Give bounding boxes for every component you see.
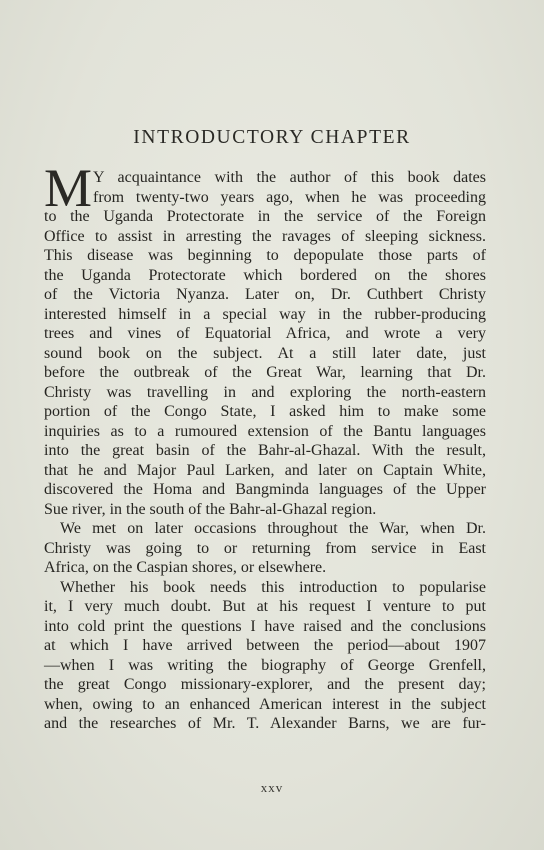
text-line: at which I have arrived between the period—about 1907 <box>44 637 486 654</box>
text-line: when, owing to an enhanced American interest in the subject <box>44 695 486 713</box>
text-line: This disease was beginning to depopulate those parts of <box>44 247 486 264</box>
text-line: Y acquaintance with the author of this book dates <box>93 169 486 186</box>
text-line: Africa, on the Caspian shores, or elsewhere. <box>44 559 327 576</box>
text-line: from twenty-two years ago, when he was proceeding <box>93 188 486 206</box>
drop-cap: M <box>44 158 93 218</box>
text-line: interested himself in a special way in the rubber-producing <box>44 305 486 323</box>
text-line: it, I very much doubt. But at his request I venture to put <box>44 598 486 615</box>
text-line: the great Congo missionary-explorer, and the present day; <box>44 676 486 693</box>
text-line: Christy was travelling in and exploring the north-eastern <box>44 383 486 401</box>
text-line: Christy was going to or returning from service in East <box>44 539 486 557</box>
text-line: trees and vines of Equatorial Africa, and wrote a very <box>44 325 486 342</box>
text-line: —when I was writing the biography of George Grenfell, <box>44 656 486 674</box>
chapter-title: INTRODUCTORY CHAPTER <box>133 127 411 148</box>
text-line: inquiries as to a rumoured extension of the Bantu languages <box>44 422 486 440</box>
text-line: We met on later occasions throughout the War, when Dr. <box>60 520 486 537</box>
text-line: sound book on the subject. At a still later date, just <box>44 344 486 362</box>
text-line: before the outbreak of the Great War, learning that Dr. <box>44 364 486 381</box>
text-line: into the great basin of the Bahr-al-Ghazal. With the result, <box>44 442 486 459</box>
text-line: portion of the Congo State, I asked him to make some <box>44 403 486 420</box>
text-line: of the Victoria Nyanza. Later on, Dr. Cuthbert Christy <box>44 286 486 303</box>
text-line: that he and Major Paul Larken, and later on Captain White, <box>44 461 486 479</box>
text-line: Whether his book needs this introduction to popularise <box>60 578 486 596</box>
text-line: discovered the Homa and Bangminda languages of the Upper <box>44 481 486 498</box>
text-line: into cold print the questions I have raised and the conclusions <box>44 617 486 635</box>
text-line: to the Uganda Protectorate in the service of the Foreign <box>44 208 486 225</box>
text-line: Office to assist in arresting the ravages of sleeping sickness. <box>44 227 486 245</box>
text-line: the Uganda Protectorate which bordered on the shores <box>44 266 486 284</box>
text-line: and the researches of Mr. T. Alexander Barns, we are fur- <box>44 715 486 732</box>
page-number: xxv <box>260 780 284 795</box>
body-text <box>44 158 486 734</box>
text-line: Sue river, in the south of the Bahr-al-Ghazal region. <box>44 500 377 518</box>
